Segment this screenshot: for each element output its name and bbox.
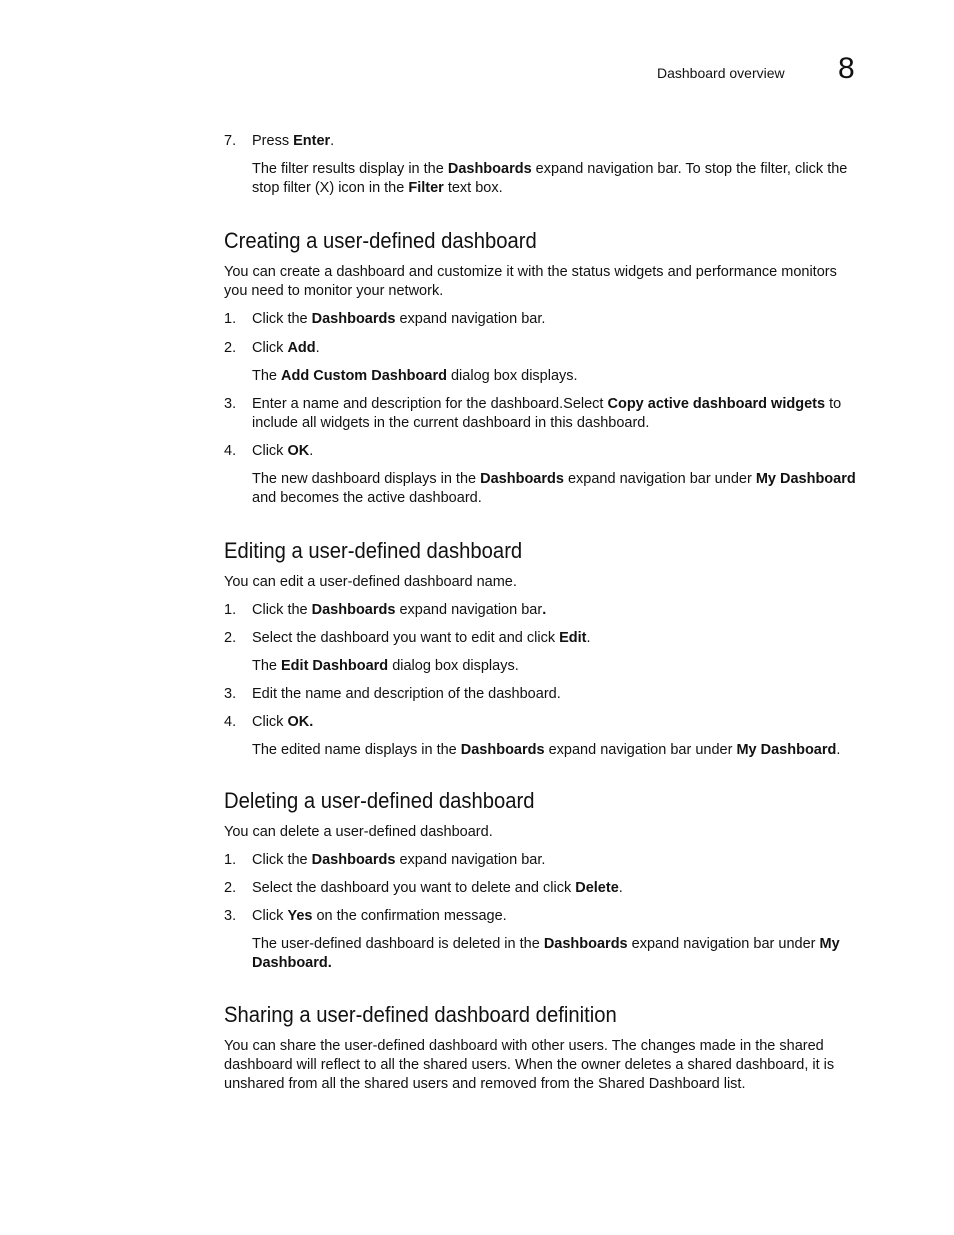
step-text: Press Enter. xyxy=(252,133,335,149)
section-heading-creating: Creating a user-defined dashboard xyxy=(224,228,537,253)
section-intro: You can create a dashboard and customize it with the status widgets and performance monitors you need to monitor your network. xyxy=(224,264,837,299)
section-heading-editing: Editing a user-defined dashboard xyxy=(224,538,523,563)
running-header-title: Dashboard overview xyxy=(657,65,785,81)
creating-step-1: 1. Click the Dashboards expand navigation bar. xyxy=(224,311,546,327)
page-content xyxy=(224,132,858,1094)
section-heading-sharing: Sharing a user-defined dashboard definition xyxy=(224,1002,617,1027)
step-7-result: The filter results display in the Dashboards expand navigation bar. To stop the filter, click the stop filter (X) icon in the Filter text box. xyxy=(252,161,848,196)
deleting-step-1: 1. Click the Dashboards expand navigation bar. xyxy=(224,852,546,868)
editing-step-4-result: The edited name displays in the Dashboards expand navigation bar under My Dashboard. xyxy=(252,742,841,758)
editing-step-2: 2. Select the dashboard you want to edit and click Edit. xyxy=(224,630,591,646)
creating-step-2-result: The Add Custom Dashboard dialog box displays. xyxy=(252,368,578,384)
section-intro: You can share the user-defined dashboard with other users. The changes made in the shared dashboard will reflect to all the shared users. When the owner deletes a shared dashboard, it is unshared from all the shared users and removed from the Shared Dashboard list. xyxy=(224,1038,835,1092)
chapter-number: 8 xyxy=(838,52,855,85)
editing-step-1: 1. Click the Dashboards expand navigation bar. xyxy=(224,602,547,618)
creating-step-4-result: The new dashboard displays in the Dashboards expand navigation bar under My Dashboard and becomes the active dashboard. xyxy=(252,471,856,506)
deleting-step-2: 2. Select the dashboard you want to delete and click Delete. xyxy=(224,880,623,896)
deleting-step-3: 3. Click Yes on the confirmation message. xyxy=(224,908,507,924)
editing-step-2-result: The Edit Dashboard dialog box displays. xyxy=(252,658,519,674)
creating-step-2: 2. Click Add. xyxy=(224,340,320,356)
step-number: 7. xyxy=(224,133,237,149)
section-intro: You can delete a user-defined dashboard. xyxy=(224,824,493,840)
step-7 xyxy=(224,132,858,151)
deleting-step-3-result: The user-defined dashboard is deleted in the Dashboards expand navigation bar under My Dashboard. xyxy=(252,936,840,971)
section-heading-deleting: Deleting a user-defined dashboard xyxy=(224,788,535,813)
editing-step-4: 4. Click OK. xyxy=(224,714,314,730)
editing-step-3: 3. Edit the name and description of the dashboard. xyxy=(224,686,561,702)
creating-step-3: 3. Enter a name and description for the dashboard.Select Copy active dashboard widgets to include all widgets in the current dashboard in this dashboard. xyxy=(224,396,842,431)
creating-step-4: 4. Click OK. xyxy=(224,443,314,459)
section-intro: You can edit a user-defined dashboard name. xyxy=(224,574,517,590)
